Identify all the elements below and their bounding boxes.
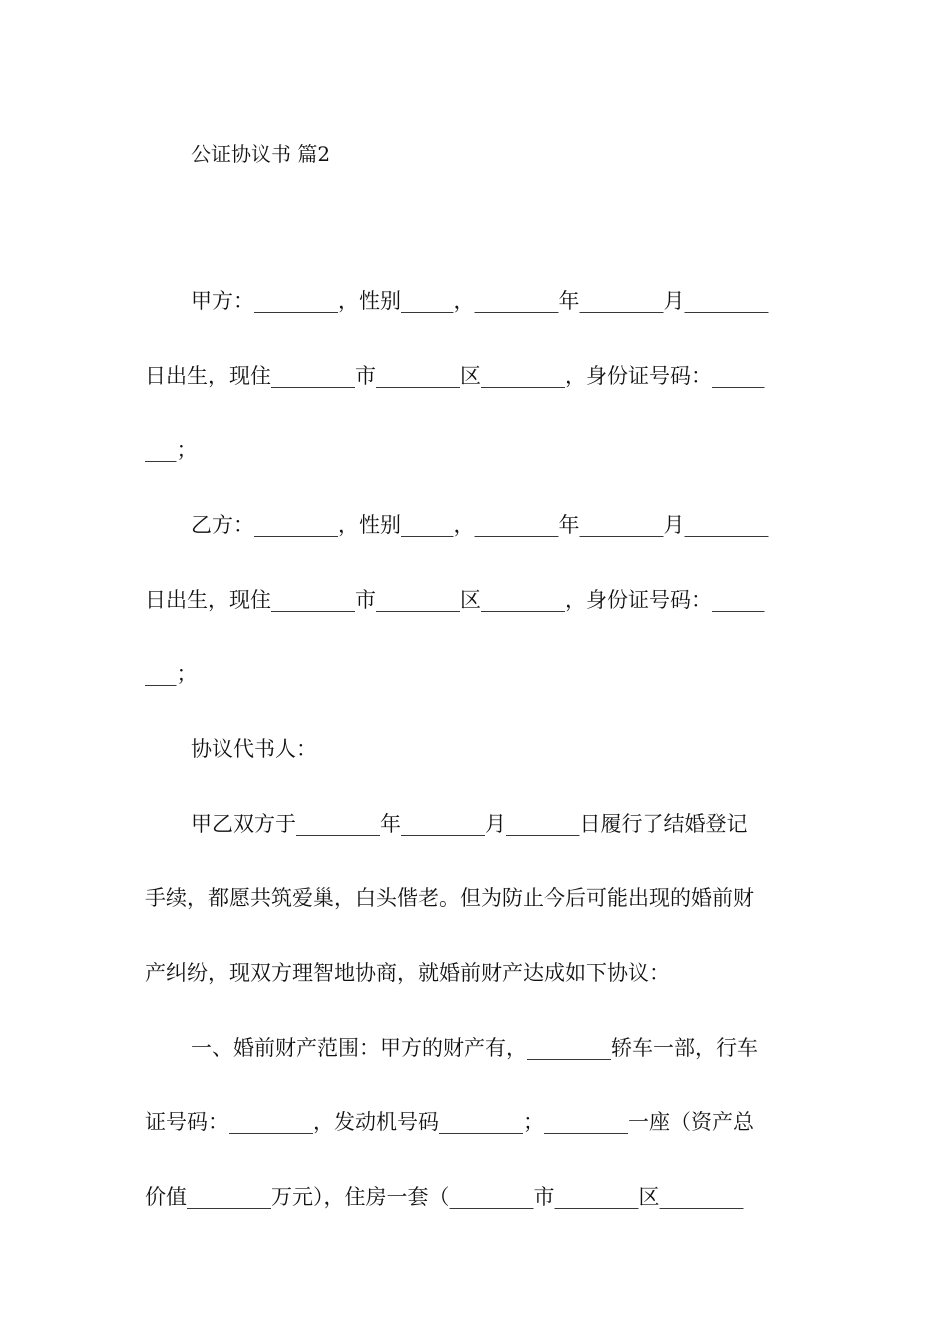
- paragraph-1-line-3: 产纠纷，现双方理智地协商，就婚前财产达成如下协议：: [145, 961, 670, 985]
- party-a-line-3: ___；: [145, 438, 198, 462]
- party-a-line-2: 日出生，现住________市________区________，身份证号码：_____: [145, 364, 765, 388]
- section-1-line-2: 证号码：________，发动机号码________；________一座（资产总: [145, 1110, 754, 1134]
- party-b-line-3: ___；: [145, 662, 198, 686]
- section-1-line-1: 一、婚前财产范围：甲方的财产有，________轿车一部，行车: [191, 1036, 758, 1060]
- party-a-line-1: 甲方：________，性别_____，________年________月________: [191, 289, 769, 313]
- section-1-line-3: 价值________万元），住房一套（________市________区________: [145, 1185, 744, 1209]
- party-b-line-2: 日出生，现住________市________区________，身份证号码：_____: [145, 588, 765, 612]
- paragraph-1-line-2: 手续，都愿共筑爱巢，白头偕老。但为防止今后可能出现的婚前财: [145, 886, 754, 910]
- paragraph-1-line-1: 甲乙双方于________年________月_______日履行了结婚登记: [191, 812, 748, 836]
- document-title: 公证协议书 篇2: [191, 142, 331, 166]
- scribe-line: 协议代书人：: [191, 737, 317, 761]
- party-b-line-1: 乙方：________，性别_____，________年________月________: [191, 513, 769, 537]
